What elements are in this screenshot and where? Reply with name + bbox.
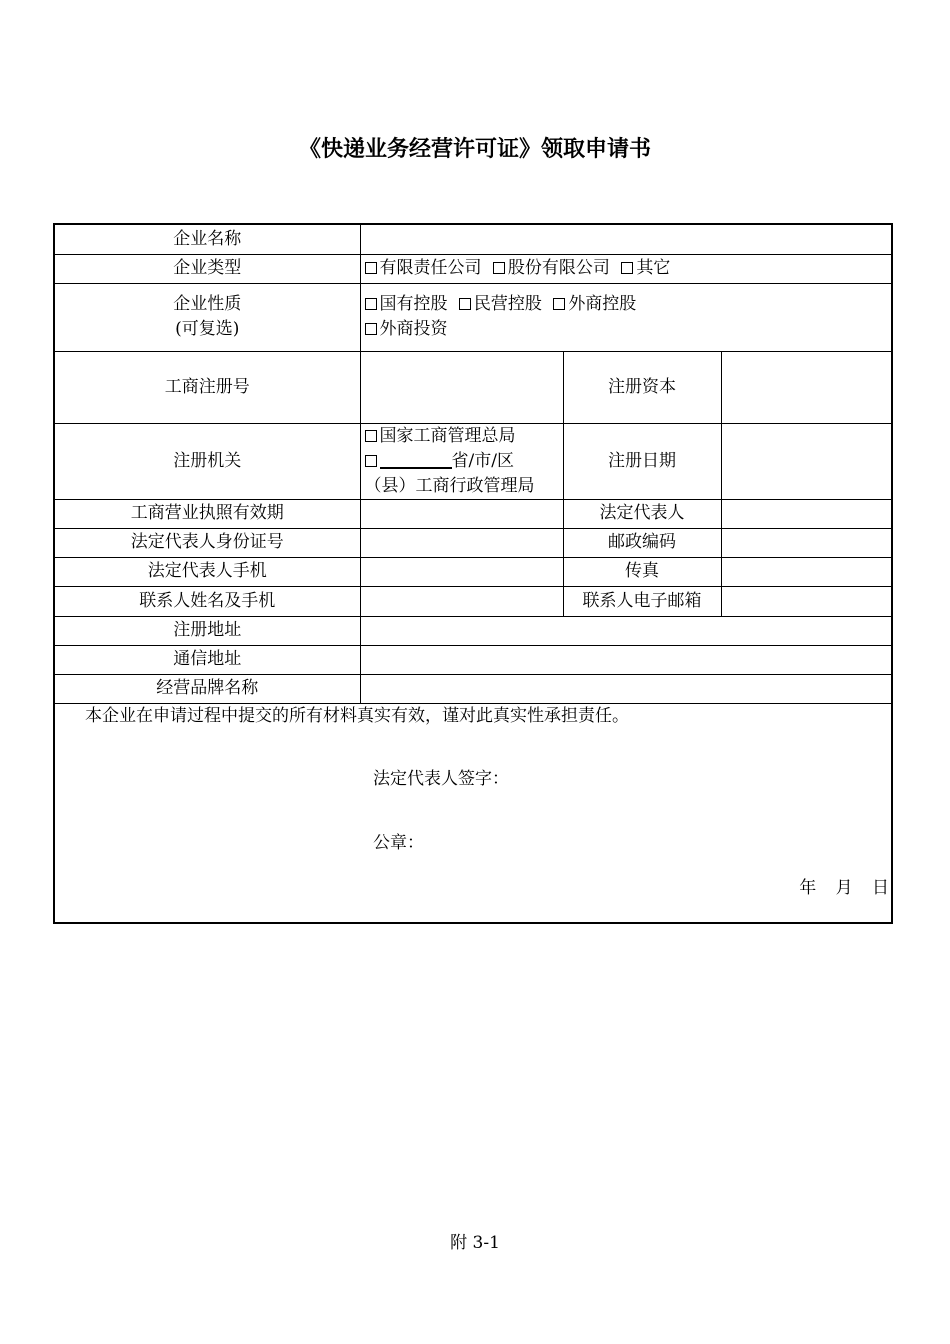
postcode-field[interactable]	[721, 528, 892, 557]
mail-address-label: 通信地址	[54, 645, 360, 674]
contact-email-label: 联系人电子邮箱	[563, 586, 721, 616]
legal-rep-id-field[interactable]	[360, 528, 563, 557]
legal-rep-mobile-field[interactable]	[360, 557, 563, 586]
reg-address-field[interactable]	[360, 616, 892, 645]
reg-authority-label: 注册机关	[54, 423, 360, 499]
option-foreign-holding: 外商控股	[568, 294, 637, 314]
mail-address-field[interactable]	[360, 645, 892, 674]
legal-rep-id-label: 法定代表人身份证号	[54, 528, 360, 557]
checkbox-local-aic[interactable]	[365, 455, 377, 467]
checkbox-state-owned[interactable]	[365, 298, 377, 310]
date-label: 年 月 日	[799, 877, 890, 898]
checkbox-other[interactable]	[621, 262, 633, 274]
local-aic-blank[interactable]	[380, 449, 452, 469]
reg-no-field[interactable]	[360, 351, 563, 423]
checkbox-llc[interactable]	[365, 262, 377, 274]
legal-rep-label: 法定代表人	[563, 499, 721, 528]
fax-field[interactable]	[721, 557, 892, 586]
signature-label: 法定代表人签字：	[373, 768, 509, 789]
license-validity-label: 工商营业执照有效期	[54, 499, 360, 528]
option-state-owned: 国有控股	[379, 294, 448, 314]
license-validity-field[interactable]	[360, 499, 563, 528]
company-name-label: 企业名称	[54, 224, 360, 254]
application-form-table	[53, 223, 893, 924]
company-nature-title: 企业性质	[173, 294, 242, 314]
option-private: 民营控股	[473, 294, 542, 314]
checkbox-joint-stock[interactable]	[493, 262, 505, 274]
brand-name-label: 经营品牌名称	[54, 674, 360, 703]
company-type-label: 企业类型	[54, 254, 360, 283]
company-type-options	[360, 254, 892, 283]
contact-email-field[interactable]	[721, 586, 892, 616]
reg-address-label: 注册地址	[54, 616, 360, 645]
company-nature-options	[360, 283, 892, 351]
company-nature-note: (可复选)	[175, 319, 240, 339]
checkbox-saic[interactable]	[365, 430, 377, 442]
reg-capital-field[interactable]	[721, 351, 892, 423]
checkbox-foreign-investment[interactable]	[365, 323, 377, 335]
company-name-field[interactable]	[360, 224, 892, 254]
option-county-aic: （县）工商行政管理局	[364, 475, 535, 496]
reg-authority-options	[360, 423, 563, 499]
legal-rep-mobile-label: 法定代表人手机	[54, 557, 360, 586]
seal-label: 公章：	[373, 832, 424, 853]
checkbox-private[interactable]	[459, 298, 471, 310]
reg-date-label: 注册日期	[563, 423, 721, 499]
option-joint-stock: 股份有限公司	[507, 258, 610, 278]
document-title: 《快递业务经营许可证》领取申请书	[298, 137, 651, 162]
reg-date-field[interactable]	[721, 423, 892, 499]
declaration-text: 本企业在申请过程中提交的所有材料真实有效，谨对此真实性承担责任。	[85, 705, 629, 726]
contact-name-mobile-field[interactable]	[360, 586, 563, 616]
company-nature-label	[54, 283, 360, 351]
brand-name-field[interactable]	[360, 674, 892, 703]
fax-label: 传真	[563, 557, 721, 586]
postcode-label: 邮政编码	[563, 528, 721, 557]
contact-name-mobile-label: 联系人姓名及手机	[54, 586, 360, 616]
option-saic: 国家工商管理总局	[379, 425, 516, 446]
reg-capital-label: 注册资本	[563, 351, 721, 423]
option-llc: 有限责任公司	[379, 258, 482, 278]
reg-no-label: 工商注册号	[54, 351, 360, 423]
declaration-section	[54, 703, 892, 923]
legal-rep-field[interactable]	[721, 499, 892, 528]
page-footer: 附 3-1	[450, 1233, 500, 1253]
option-other: 其它	[636, 258, 671, 278]
option-foreign-investment: 外商投资	[379, 319, 448, 339]
checkbox-foreign-holding[interactable]	[553, 298, 565, 310]
option-province-city-district: 省/市/区	[451, 450, 514, 471]
